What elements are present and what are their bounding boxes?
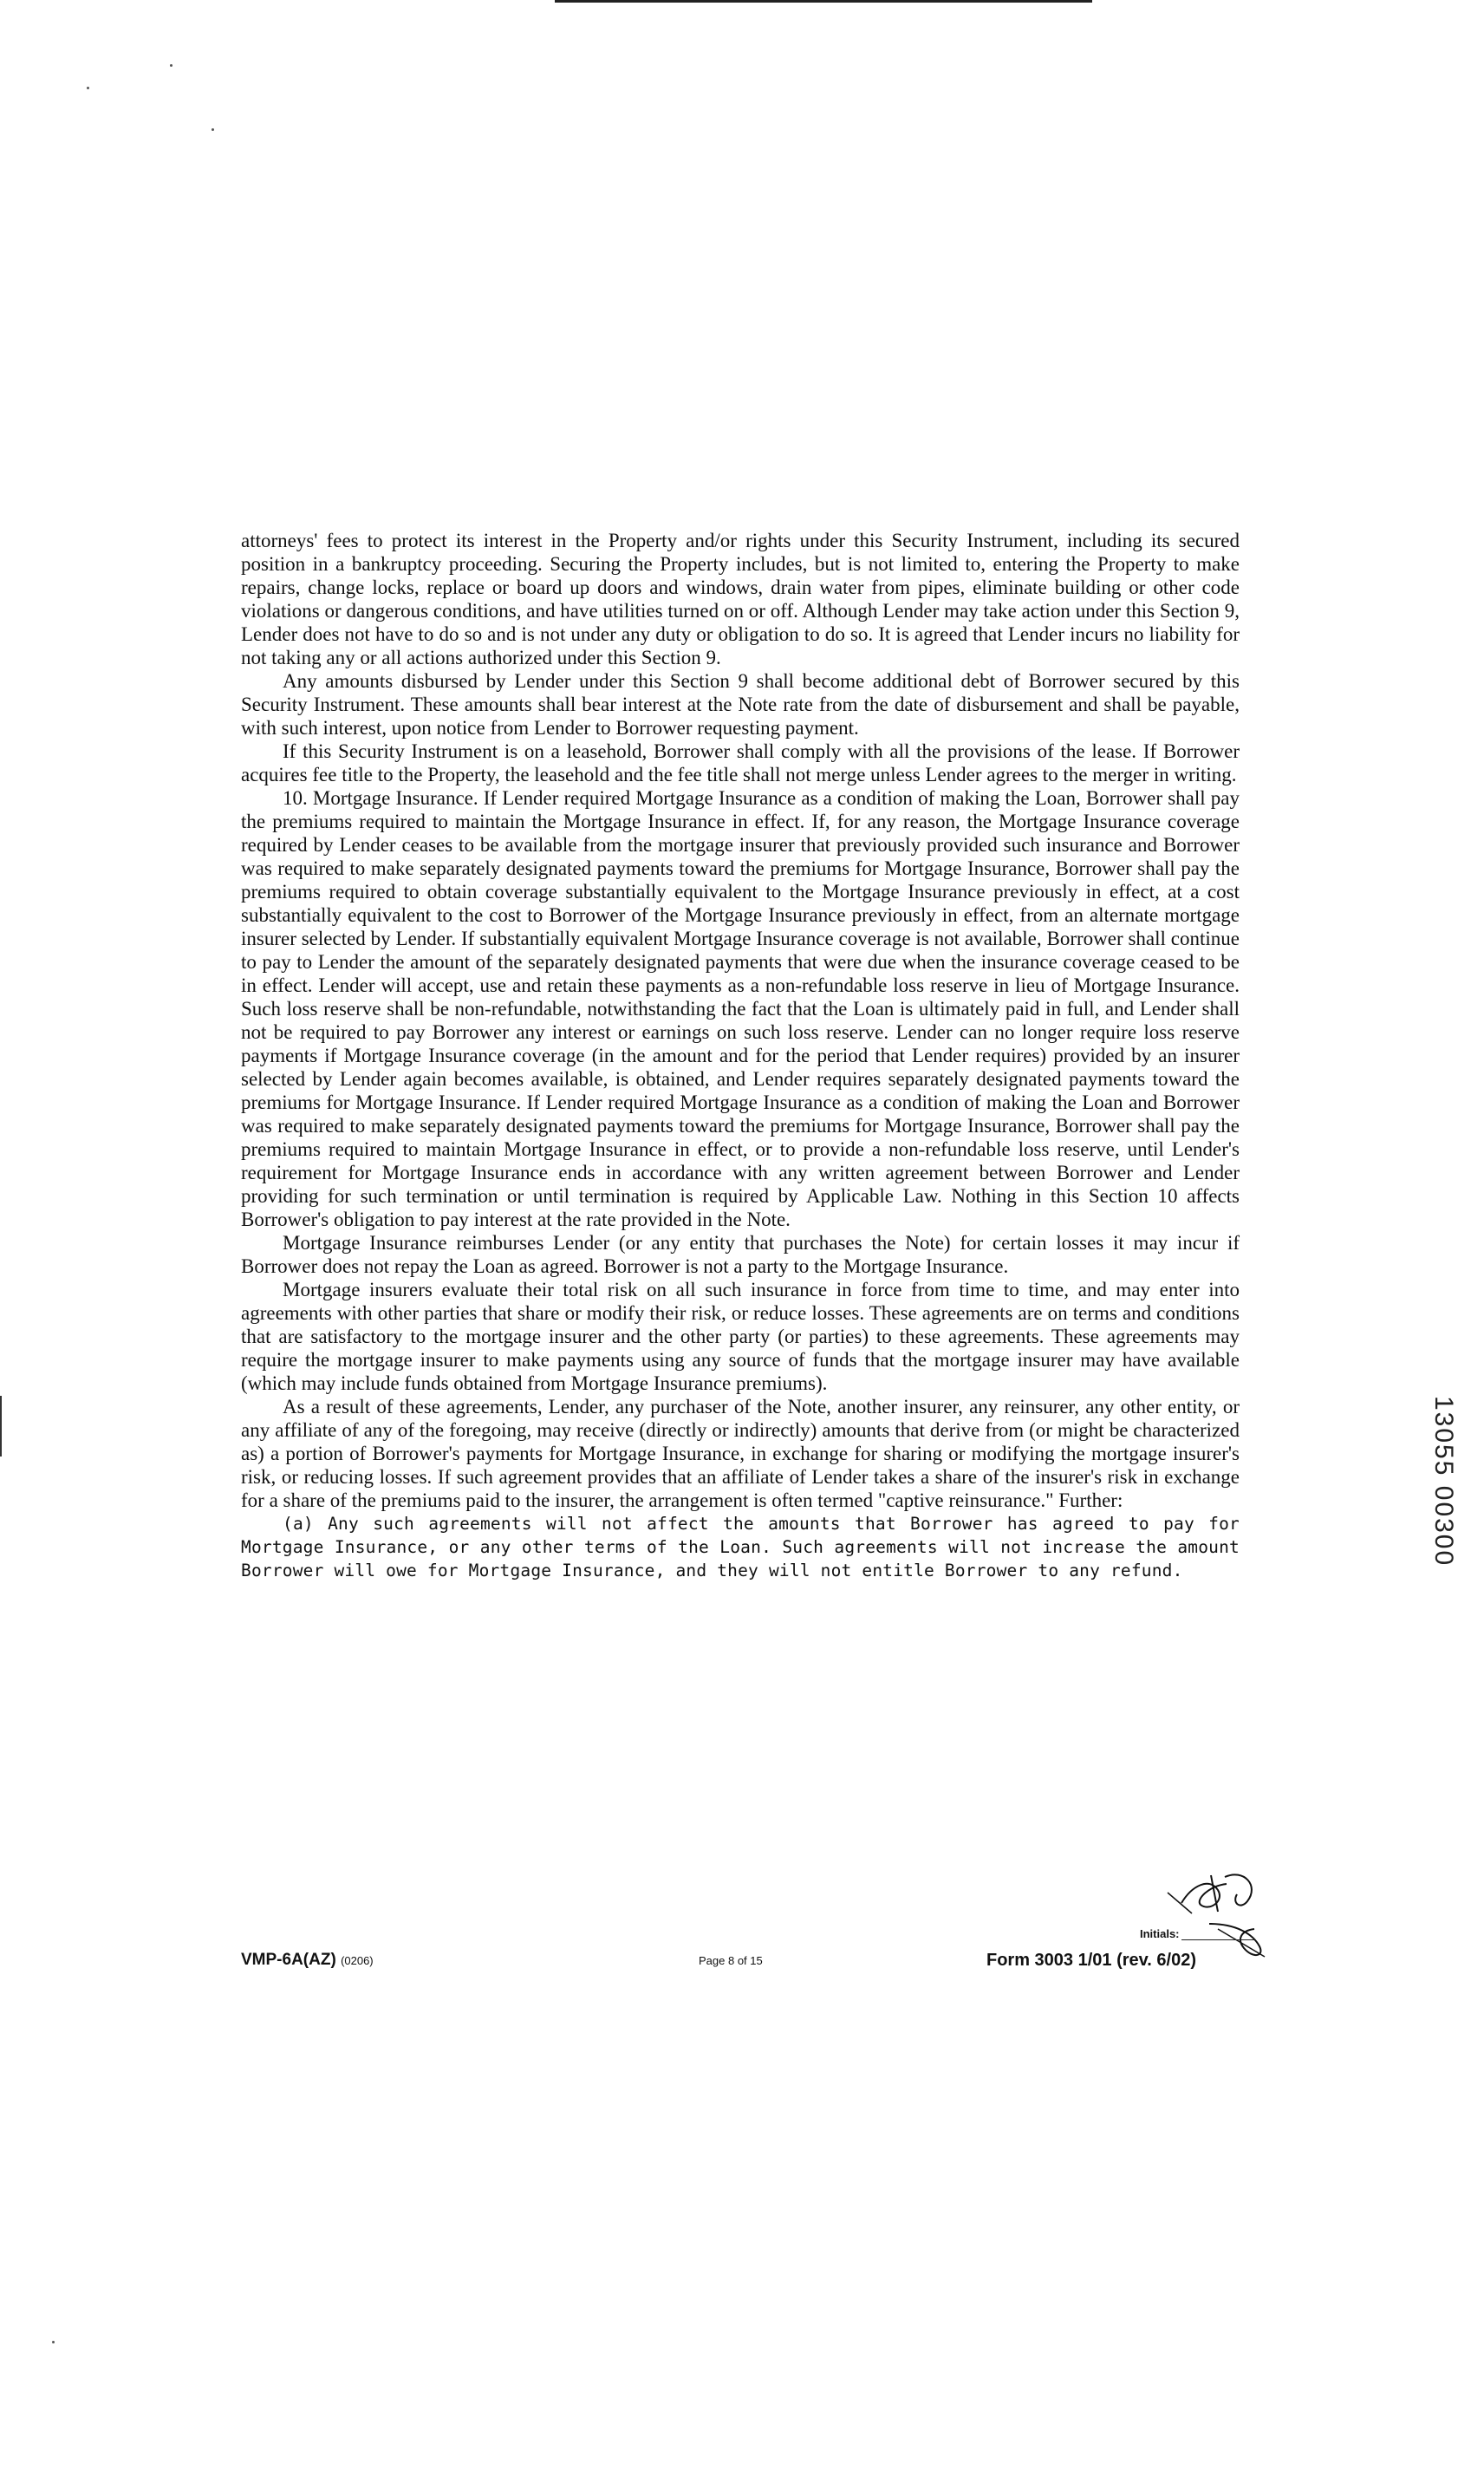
form-code-date: (0206) bbox=[341, 1954, 374, 1967]
scan-speck bbox=[170, 64, 172, 67]
paragraph-section-9-continued: attorneys' fees to protect its interest in the Property and/or rights under this Security Instrument, including its secured position in a bankruptcy proceeding. Securing the Property includes, but is not limited to, entering the Property to make repairs, change locks, replace or board up doors and windows, drain water from pipes, eliminate building or other code violations or dangerous conditions, and have utilities turned on or off. Although Lender may take action under this Section 9, Lender does not have to do so and is not under any duty or obligation to do so. It is agreed that Lender incurs no liability for not taking any or all actions authorized under this Section 9. bbox=[241, 530, 1240, 668]
form-number: Form 3003 1/01 (rev. 6/02) bbox=[986, 1951, 1196, 1970]
document-body bbox=[241, 529, 1240, 1582]
form-code-text: VMP-6A(AZ) bbox=[241, 1951, 336, 1969]
paragraph-mortgage-insurers-risk: Mortgage insurers evaluate their total risk on all such insurance in force from time to time, and may enter into agreements with other parties that share or modify their risk, or reduce losses. These agreements are on terms and conditions that are satisfactory to the mortgage insurer and the other party (or parties) to these agreements. These agreements may require the mortgage insurer to make payments using any source of funds that the mortgage insurer may have available (which may include funds obtained from Mortgage Insurance premiums). bbox=[241, 1279, 1240, 1394]
scan-speck bbox=[212, 128, 214, 131]
side-stamp-number: 13055 00300 bbox=[1429, 1396, 1458, 1567]
initials-label: Initials: bbox=[1140, 1927, 1180, 1940]
page-number: Page 8 of 15 bbox=[699, 1954, 763, 1967]
scan-speck bbox=[87, 87, 89, 89]
paragraph-amounts-disbursed: Any amounts disbursed by Lender under this Section 9 shall become additional debt of Borrower secured by this Security Instrument. These amounts shall bear interest at the Note rate from the date of disbursement and shall be payable, with such interest, upon notice from Lender to Borrower requesting payment. bbox=[241, 670, 1240, 739]
initials-line bbox=[1181, 1939, 1256, 1940]
initials-signature-icon bbox=[1157, 1851, 1270, 1964]
top-edge-rule bbox=[555, 0, 1092, 3]
scan-speck bbox=[52, 2341, 55, 2343]
paragraph-leasehold: If this Security Instrument is on a leasehold, Borrower shall comply with all the provisions of the lease. If Borrower acquires fee title to the Property, the leasehold and the fee title shall not merge unless Lender agrees to the merger in writing. bbox=[241, 740, 1240, 785]
paragraph-item-a: (a) Any such agreements will not affect the amounts that Borrower has agreed to pay for Mortgage Insurance, or any other terms of the Loan. Such agreements will not increase the amount Borrower will owe for Mortgage Insurance, and they will not entitle Borrower to any refund. bbox=[241, 1514, 1240, 1580]
paragraph-section-10-mortgage-insurance: 10. Mortgage Insurance. If Lender required Mortgage Insurance as a condition of making the Loan, Borrower shall pay the premiums required to maintain the Mortgage Insurance in effect. If, for any reason, the Mortgage Insurance coverage required by Lender ceases to be available from the mortgage insurer that previously provided such insurance and Borrower was required to make separately designated payments toward the premiums for Mortgage Insurance, Borrower shall pay the premiums required to obtain coverage substantially equivalent to the Mortgage Insurance previously in effect, at a cost substantially equivalent to the cost to Borrower of the Mortgage Insurance previously in effect, from an alternate mortgage insurer selected by Lender. If substantially equivalent Mortgage Insurance coverage is not available, Borrower shall continue to pay to Lender the amount of the separately designated payments that were due when the insurance coverage ceased to be in effect. Lender will accept, use and retain these payments as a non-refundable loss reserve in lieu of Mortgage Insurance. Such loss reserve shall be non-refundable, notwithstanding the fact that the Loan is ultimately paid in full, and Lender shall not be required to pay Borrower any interest or earnings on such loss reserve. Lender can no longer require loss reserve payments if Mortgage Insurance coverage (in the amount and for the period that Lender requires) provided by an insurer selected by Lender again becomes available, is obtained, and Lender requires separately designated payments toward the premiums for Mortgage Insurance. If Lender required Mortgage Insurance as a condition of making the Loan and Borrower was required to make separately designated payments toward the premiums for Mortgage Insurance, Borrower shall pay the premiums required to maintain Mortgage Insurance in effect, or to provide a non-refundable loss reserve, until Lender's requirement for Mortgage Insurance ends in accordance with any written agreement between Borrower and Lender providing for such termination or until termination is required by Applicable Law. Nothing in this Section 10 affects Borrower's obligation to pay interest at the rate provided in the Note. bbox=[241, 787, 1240, 1230]
form-code bbox=[241, 1951, 374, 1970]
paragraph-captive-reinsurance: As a result of these agreements, Lender, any purchaser of the Note, another insurer, any reinsurer, any other entity, or any affiliate of any of the foregoing, may receive (directly or indirectly) amounts that derive from (or might be characterized as) a portion of Borrower's payments for Mortgage Insurance, in exchange for sharing or modifying the mortgage insurer's risk, or reducing losses. If such agreement provides that an affiliate of Lender takes a share of the insurer's risk in exchange for a share of the premiums paid to the insurer, the arrangement is often termed "captive reinsurance." Further: bbox=[241, 1396, 1240, 1511]
left-margin-mark bbox=[0, 1396, 2, 1457]
initials-block bbox=[1140, 1851, 1266, 1964]
paragraph-mi-reimburses-lender: Mortgage Insurance reimburses Lender (or any entity that purchases the Note) for certain losses it may incur if Borrower does not repay the Loan as agreed. Borrower is not a party to the Mortgage Insurance. bbox=[241, 1232, 1240, 1277]
